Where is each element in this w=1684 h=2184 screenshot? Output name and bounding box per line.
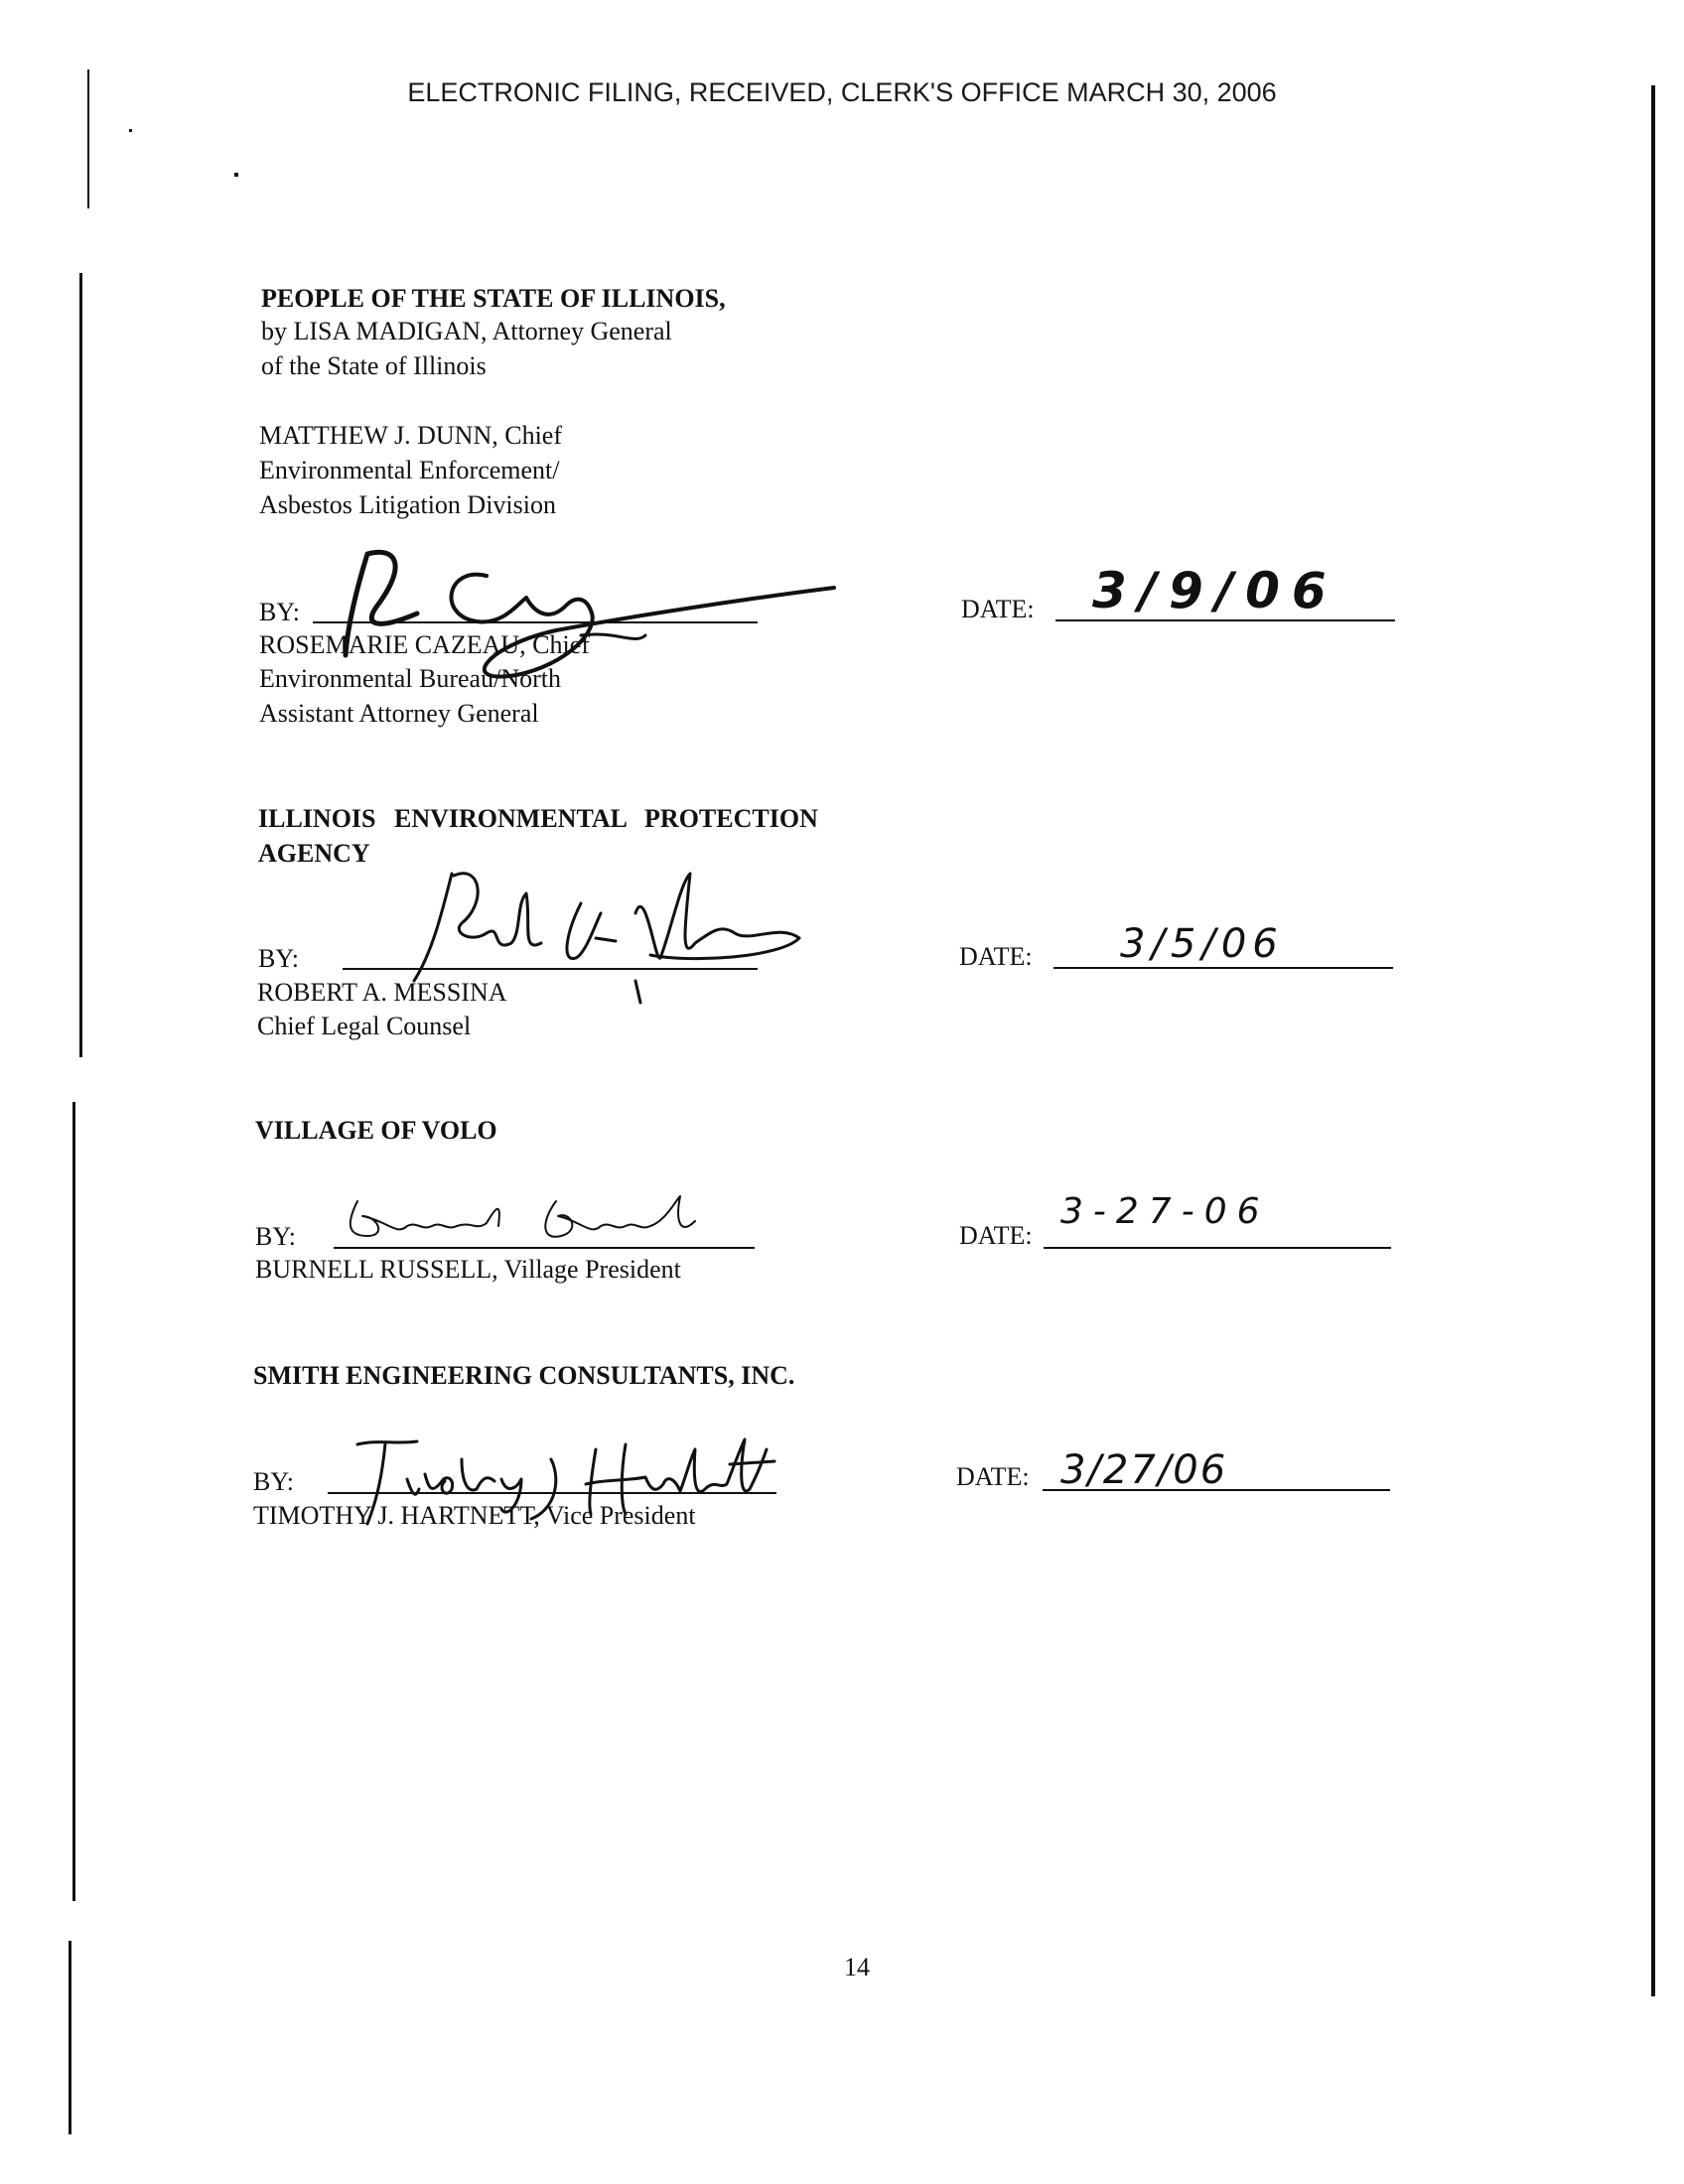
scan-edge-left-2: [79, 273, 82, 1057]
party-line: of the State of Illinois: [261, 351, 487, 380]
by-label: BY:: [258, 944, 299, 973]
page-number: 14: [844, 1953, 870, 1981]
date-line: [1055, 619, 1395, 621]
handwritten-date: 3/27/06: [1060, 1447, 1228, 1493]
handwritten-signature: [338, 1420, 794, 1539]
signer-name: TIMOTHY J. HARTNETT, Vice President: [253, 1501, 696, 1530]
scan-edge-left-3: [72, 1102, 75, 1901]
party-name: SMITH ENGINEERING CONSULTANTS, INC.: [253, 1361, 795, 1390]
date-line: [1053, 967, 1393, 969]
handwritten-date: 3/5/06: [1120, 921, 1284, 967]
scan-dot: [234, 173, 238, 177]
date-label: DATE:: [961, 595, 1035, 623]
party-name: PEOPLE OF THE STATE OF ILLINOIS,: [261, 284, 726, 313]
party-name: ILLINOIS ENVIRONMENTAL PROTECTION: [258, 804, 818, 833]
signer-title: Chief Legal Counsel: [257, 1012, 472, 1040]
date-line: [1044, 1247, 1391, 1249]
by-label: BY:: [253, 1467, 294, 1496]
scan-edge-right: [1651, 85, 1655, 1996]
party-name: VILLAGE OF VOLO: [255, 1116, 497, 1145]
scan-dot: [129, 129, 132, 132]
chief-title: Environmental Enforcement/: [259, 456, 560, 484]
party-name: AGENCY: [258, 839, 370, 868]
handwritten-signature: [338, 1181, 755, 1251]
date-label: DATE:: [959, 942, 1033, 971]
signer-title: Assistant Attorney General: [259, 699, 539, 728]
by-label: BY:: [255, 1222, 296, 1251]
chief-name: MATTHEW J. DUNN, Chief: [259, 421, 562, 450]
signer-name: ROSEMARIE CAZEAU, Chief: [259, 630, 590, 659]
signer-name: BURNELL RUSSELL, Village President: [255, 1255, 681, 1284]
signer-title: Environmental Bureau/North: [259, 664, 561, 693]
handwritten-signature: [338, 536, 854, 695]
signer-name: ROBERT A. MESSINA: [257, 978, 507, 1007]
party-line: by LISA MADIGAN, Attorney General: [261, 317, 672, 345]
handwritten-signature: [392, 864, 819, 1013]
filing-stamp: ELECTRONIC FILING, RECEIVED, CLERK'S OFFICE MARCH 30, 2006: [407, 77, 1277, 107]
by-label: BY:: [259, 598, 300, 626]
date-label: DATE:: [956, 1462, 1030, 1491]
handwritten-date: 3-27-06: [1060, 1191, 1270, 1232]
handwritten-date: 3/9/06: [1092, 562, 1338, 619]
chief-title: Asbestos Litigation Division: [259, 490, 556, 519]
date-label: DATE:: [959, 1221, 1033, 1250]
